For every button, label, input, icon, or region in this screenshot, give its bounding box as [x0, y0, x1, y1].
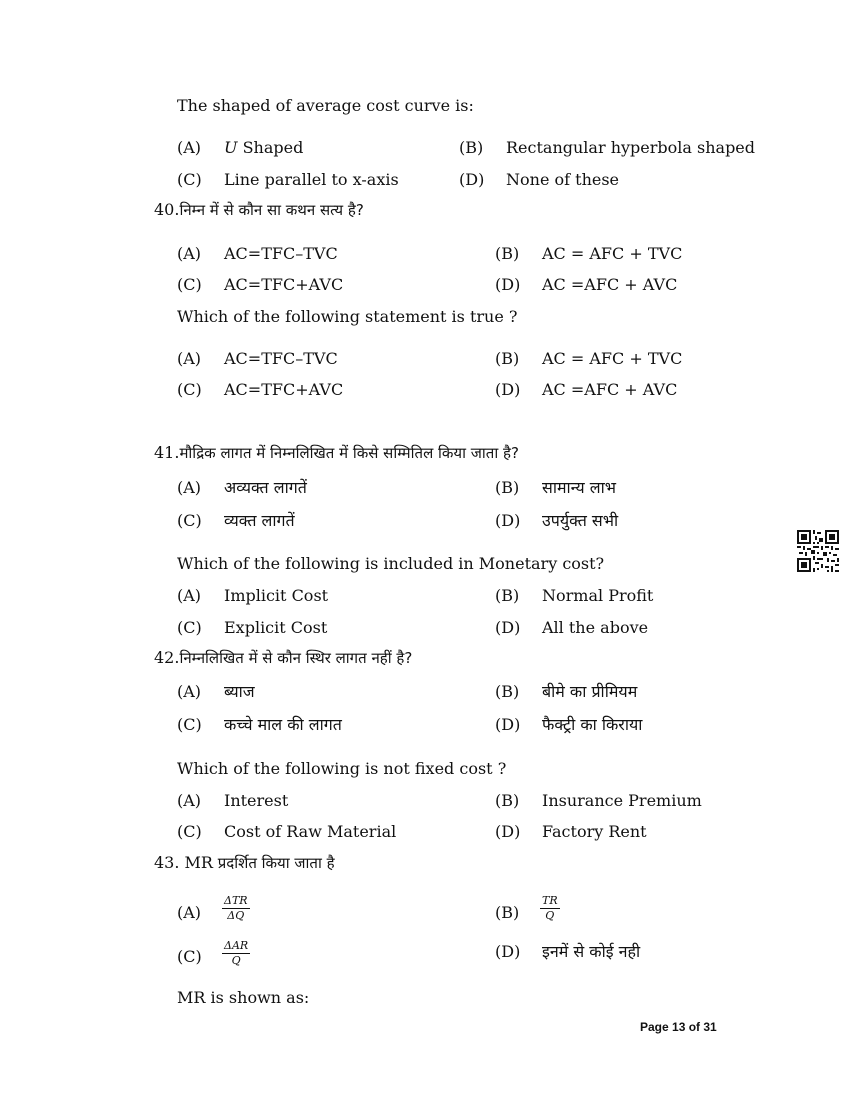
q42-en-opt-a-label: (A): [177, 791, 202, 810]
q42-en-opt-c: Cost of Raw Material: [224, 822, 397, 841]
q40-en-opt-a-label: (A): [177, 349, 202, 368]
q41-en-opt-d-label: (D): [495, 618, 521, 637]
q42-en-opt-b-label: (B): [495, 791, 520, 810]
q40-english-question: Which of the following statement is true ?: [177, 307, 518, 326]
q43-opt-c-numerator: ΔAR: [224, 939, 249, 952]
q43-opt-a-denominator: ΔQ: [227, 909, 245, 922]
qr-code-icon: [797, 530, 839, 572]
q43-hindi-text: प्रदर्शित किया जाता है: [212, 854, 335, 872]
q40-hindi-text: निम्न में से कौन सा कथन सत्य है?: [179, 201, 364, 219]
q41-hi-opt-d-label: (D): [495, 511, 521, 530]
q40-en-opt-d: AC =AFC + AVC: [542, 380, 678, 399]
page-number: Page 13 of 31: [640, 1020, 717, 1034]
q43-hindi-question: [154, 853, 335, 873]
q40-number: 40.: [154, 200, 180, 219]
q41-en-opt-b-label: (B): [495, 586, 520, 605]
q40-en-opt-b-label: (B): [495, 349, 520, 368]
q43-opt-a-label: (A): [177, 903, 202, 922]
q41-hindi-question: [154, 443, 519, 463]
q41-en-opt-a: Implicit Cost: [224, 586, 329, 605]
q41-en-opt-c-label: (C): [177, 618, 202, 637]
q39-opt-d: None of these: [506, 170, 620, 189]
q42-hi-opt-a-label: (A): [177, 682, 202, 701]
q43-number: 43.: [154, 853, 180, 872]
q39-opt-a: [224, 138, 303, 158]
q39-opt-b-label: (B): [459, 138, 484, 157]
q40-en-opt-a: AC=TFC–TVC: [224, 349, 338, 368]
q41-hi-opt-d: उपर्युक्त सभी: [542, 511, 619, 530]
q40-hi-opt-b-label: (B): [495, 244, 520, 263]
q41-hi-opt-c-label: (C): [177, 511, 202, 530]
q40-en-opt-d-label: (D): [495, 380, 521, 399]
q43-opt-c-fraction: [222, 940, 250, 967]
q39-opt-b: Rectangular hyperbola shaped: [506, 138, 756, 157]
q41-en-opt-a-label: (A): [177, 586, 202, 605]
q42-hindi-question: [154, 648, 412, 668]
q41-hi-opt-b-label: (B): [495, 478, 520, 497]
q43-opt-b-fraction: [540, 895, 560, 922]
q42-en-opt-b: Insurance Premium: [542, 791, 702, 810]
q43-opt-d-label: (D): [495, 942, 521, 961]
q40-hi-opt-c-label: (C): [177, 275, 202, 294]
q41-hi-opt-a-label: (A): [177, 478, 202, 497]
q39-opt-a-symbol: U: [224, 138, 238, 157]
q40-hi-opt-a: AC=TFC–TVC: [224, 244, 338, 263]
q43-opt-c-denominator: Q: [231, 954, 241, 967]
q39-opt-c-label: (C): [177, 170, 202, 189]
q40-en-opt-c-label: (C): [177, 380, 202, 399]
q42-en-opt-c-label: (C): [177, 822, 202, 841]
q41-number: 41.: [154, 443, 180, 462]
q42-hindi-text: निम्नलिखित में से कौन स्थिर लागत नहीं है?: [179, 649, 413, 667]
q40-hindi-question: [154, 200, 364, 220]
q40-en-opt-b: AC = AFC + TVC: [542, 349, 683, 368]
q42-en-opt-d: Factory Rent: [542, 822, 647, 841]
q40-hi-opt-a-label: (A): [177, 244, 202, 263]
q41-en-opt-c: Explicit Cost: [224, 618, 328, 637]
q41-hi-opt-a: अव्यक्त लागतें: [224, 478, 307, 497]
q40-hi-opt-c: AC=TFC+AVC: [224, 275, 344, 294]
q43-opt-d: इनमें से कोई नही: [542, 942, 641, 961]
q39-opt-a-text: Shaped: [237, 138, 304, 157]
q43-english-question: MR is shown as:: [177, 988, 310, 1007]
q43-opt-c-label: (C): [177, 947, 202, 966]
q40-hi-opt-d: AC =AFC + AVC: [542, 275, 678, 294]
q43-opt-b-label: (B): [495, 903, 520, 922]
q43-mr: MR: [184, 853, 213, 872]
q39-opt-a-label: (A): [177, 138, 202, 157]
q43-opt-b-denominator: Q: [545, 909, 555, 922]
q42-en-opt-a: Interest: [224, 791, 289, 810]
q42-hi-opt-d: फैक्ट्री का किराया: [542, 715, 643, 734]
q42-hi-opt-b-label: (B): [495, 682, 520, 701]
q41-hi-opt-b: सामान्य लाभ: [542, 478, 616, 497]
q39-opt-d-label: (D): [459, 170, 485, 189]
q43-opt-a-fraction: [222, 895, 250, 922]
q42-hi-opt-d-label: (D): [495, 715, 521, 734]
q39-english-question: The shaped of average cost curve is:: [177, 96, 474, 115]
q43-opt-a-numerator: ΔTR: [224, 894, 248, 907]
q42-hi-opt-c-label: (C): [177, 715, 202, 734]
q42-number: 42.: [154, 648, 180, 667]
q43-opt-b-numerator: TR: [542, 894, 558, 907]
q41-hi-opt-c: व्यक्त लागतें: [224, 511, 295, 530]
q41-hindi-text: मौद्रिक लागत में निम्नलिखित में किसे सम्मितिल किया जाता है?: [179, 444, 519, 462]
q41-en-opt-d: All the above: [542, 618, 649, 637]
q40-hi-opt-d-label: (D): [495, 275, 521, 294]
q40-en-opt-c: AC=TFC+AVC: [224, 380, 344, 399]
q42-hi-opt-c: कच्चे माल की लागत: [224, 715, 342, 734]
q42-hi-opt-b: बीमे का प्रीमियम: [542, 682, 638, 701]
q40-hi-opt-b: AC = AFC + TVC: [542, 244, 683, 263]
q42-en-opt-d-label: (D): [495, 822, 521, 841]
q42-english-question: Which of the following is not fixed cost ?: [177, 759, 507, 778]
q39-opt-c: Line parallel to x-axis: [224, 170, 399, 189]
q42-hi-opt-a: ब्याज: [224, 682, 255, 701]
q41-english-question: Which of the following is included in Monetary cost?: [177, 554, 605, 573]
q41-en-opt-b: Normal Profit: [542, 586, 654, 605]
